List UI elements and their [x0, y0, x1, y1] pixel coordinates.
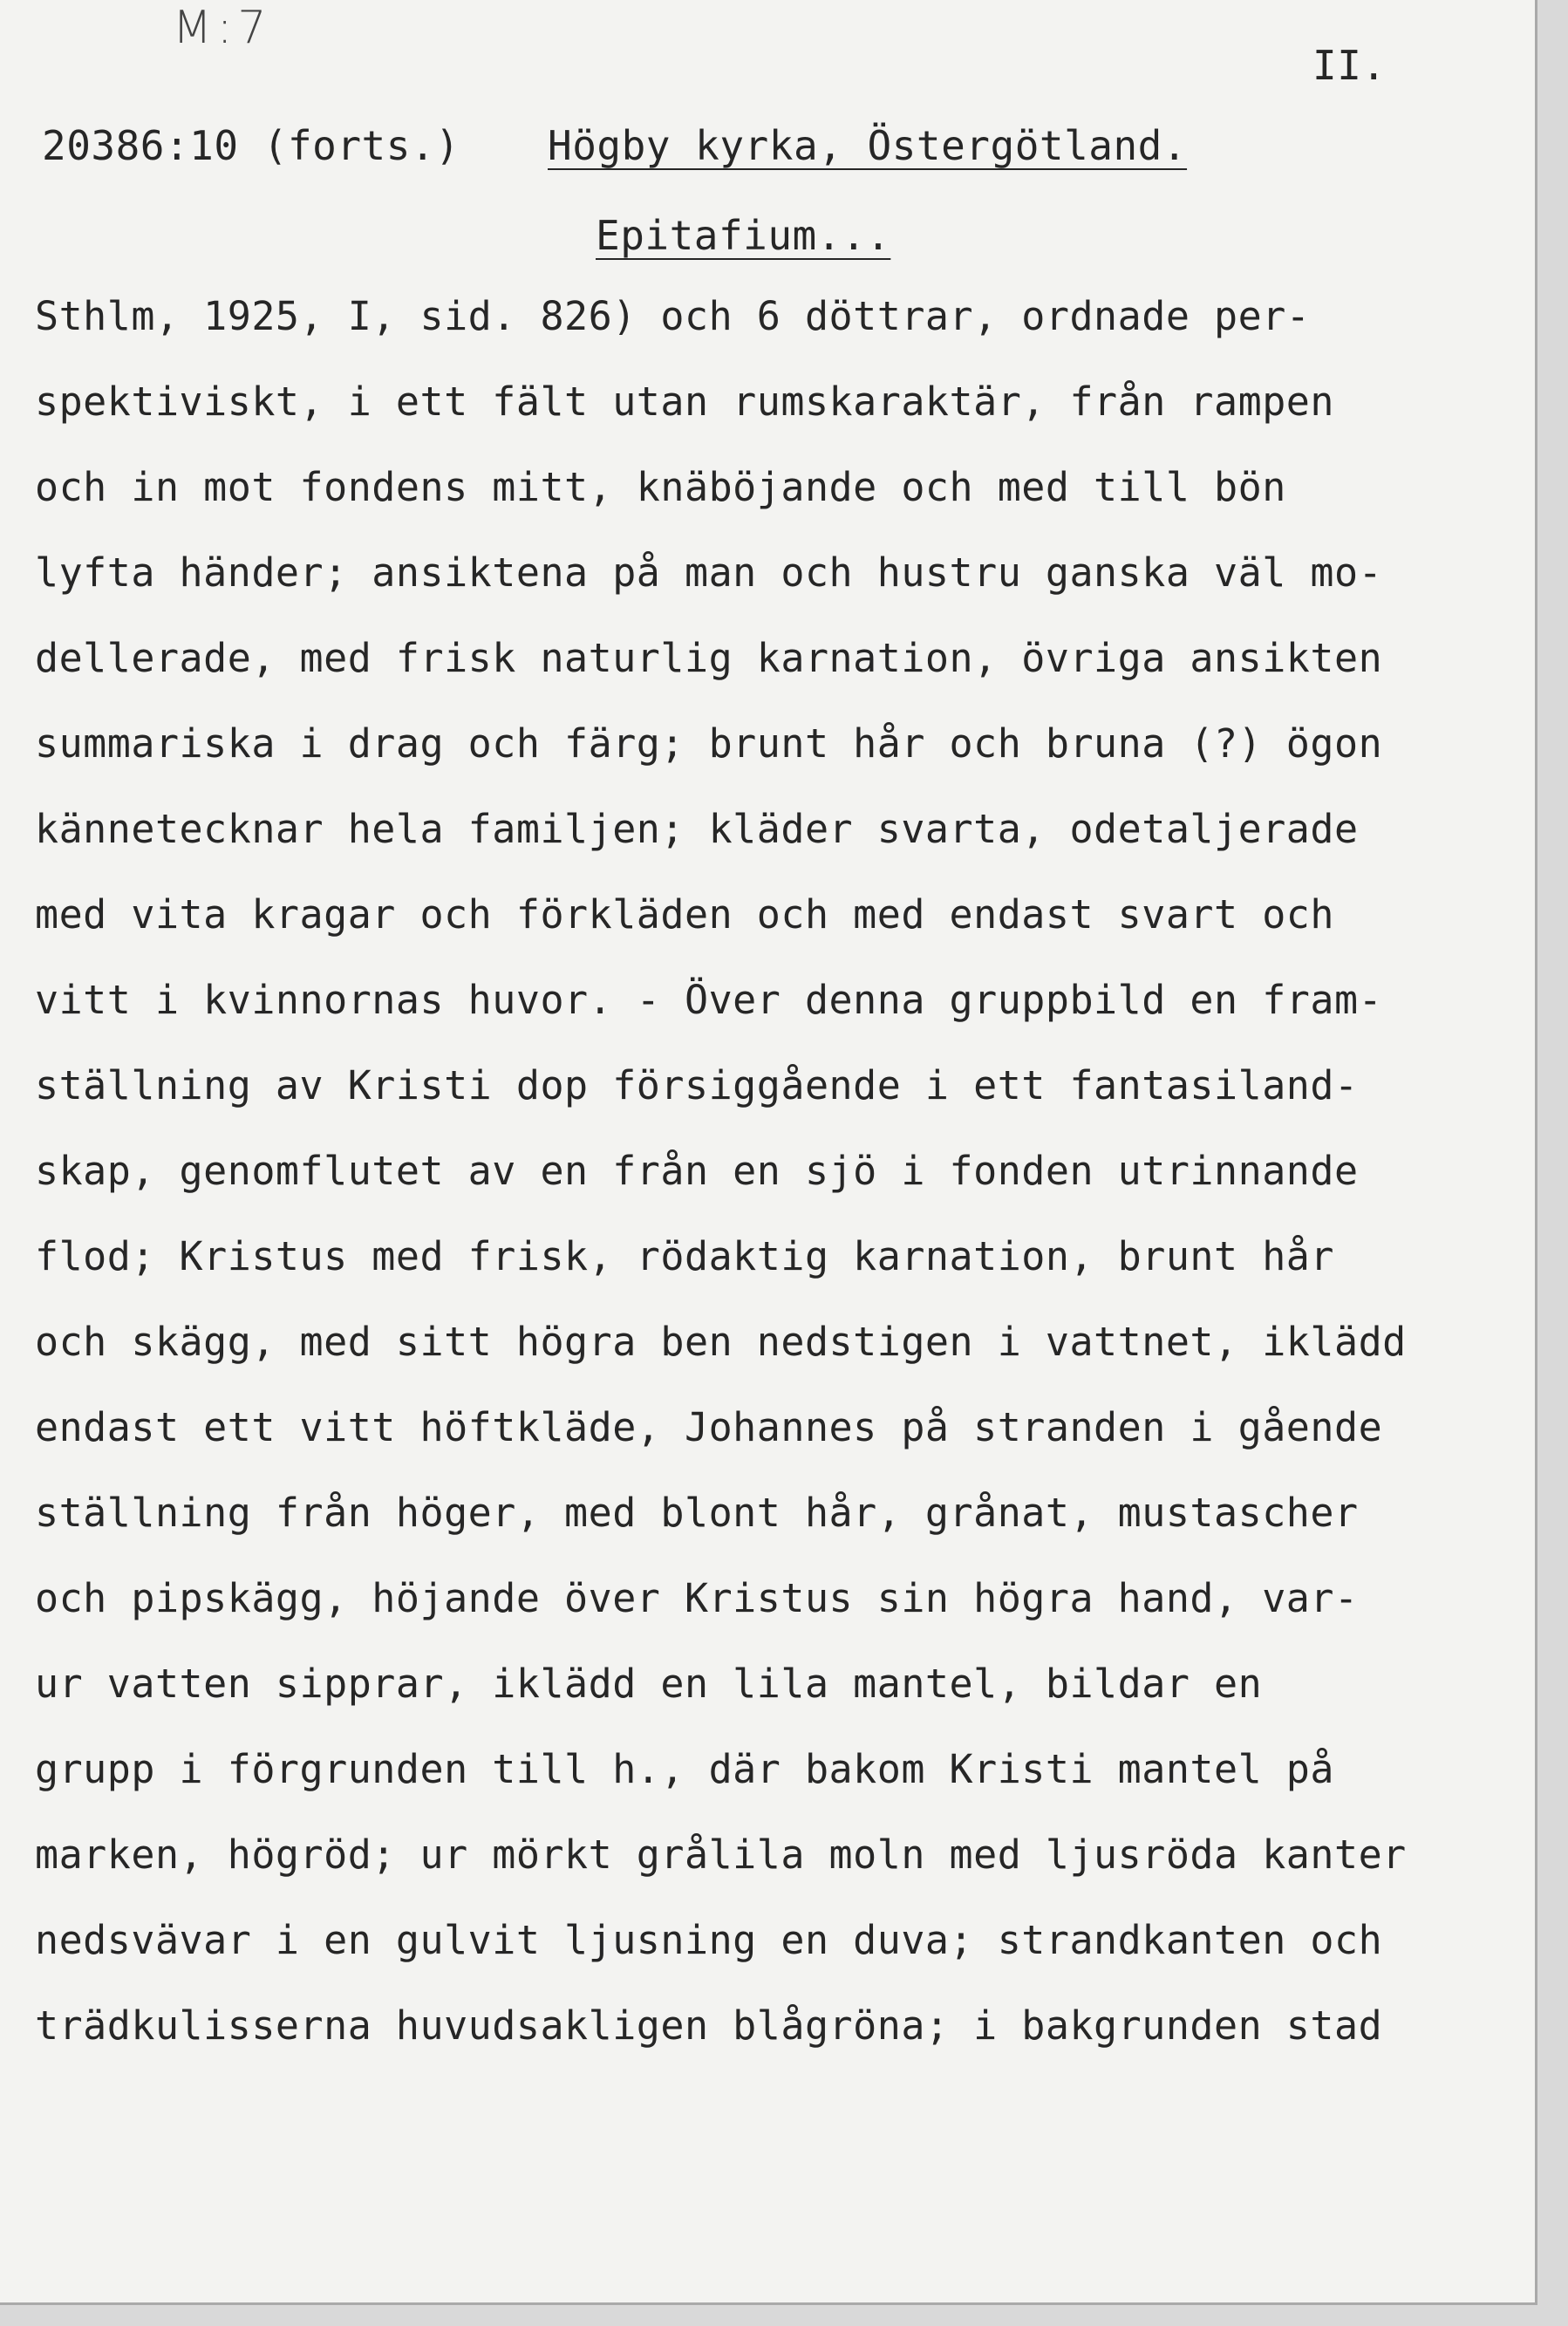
text-line: nedsvävar i en gulvit ljusning en duva; strandkanten och — [35, 1917, 1383, 1963]
text-line: och in mot fondens mitt, knäböjande och med till bön — [35, 464, 1286, 510]
text-line: skap, genomflutet av en från en sjö i fonden utrinnande — [35, 1148, 1359, 1194]
text-line: marken, högröd; ur mörkt grålila moln med ljusröda kanter — [35, 1831, 1407, 1878]
text-line: trädkulisserna huvudsakligen blågröna; i bakgrunden stad — [35, 2002, 1383, 2049]
handwritten-note: M:7 — [173, 2, 272, 54]
reference-number: 20386:10 (forts.) — [42, 122, 460, 169]
text-line: dellerade, med frisk naturlig karnation, övriga ansikten — [35, 635, 1383, 681]
text-line: grupp i förgrunden till h., där bakom Kristi mantel på — [35, 1746, 1334, 1792]
text-line: med vita kragar och förkläden och med endast svart och — [35, 891, 1334, 938]
text-line: endast ett vitt höftkläde, Johannes på stranden i gående — [35, 1404, 1383, 1450]
text-line: ur vatten sipprar, iklädd en lila mantel, bildar en — [35, 1661, 1263, 1707]
text-line: flod; Kristus med frisk, rödaktig karnation, brunt hår — [35, 1233, 1334, 1279]
body-text — [35, 295, 1407, 2090]
text-line: vitt i kvinnornas huvor. - Över denna gruppbild en fram- — [35, 977, 1383, 1023]
text-line: Sthlm, 1925, I, sid. 826) och 6 döttrar, ordnade per- — [35, 293, 1311, 339]
page-number: II. — [1312, 42, 1387, 89]
text-line: och skägg, med sitt högra ben nedstigen i vattnet, iklädd — [35, 1319, 1407, 1365]
text-line: summariska i drag och färg; brunt hår och bruna (?) ögon — [35, 720, 1383, 767]
text-line: spektiviskt, i ett fält utan rumskaraktär, från rampen — [35, 379, 1334, 425]
text-line: ställning av Kristi dop försiggående i ett fantasiland- — [35, 1062, 1359, 1108]
text-line: och pipskägg, höjande över Kristus sin högra hand, var- — [35, 1575, 1359, 1621]
heading-subtitle: Epitafium... — [596, 212, 891, 259]
text-line: kännetecknar hela familjen; kläder svarta, odetaljerade — [35, 806, 1359, 852]
text-line: lyfta händer; ansiktena på man och hustru ganska väl mo- — [35, 549, 1383, 596]
heading-title: Högby kyrka, Östergötland. — [548, 122, 1188, 169]
text-line: ställning från höger, med blont hår, grånat, mustascher — [35, 1490, 1359, 1536]
